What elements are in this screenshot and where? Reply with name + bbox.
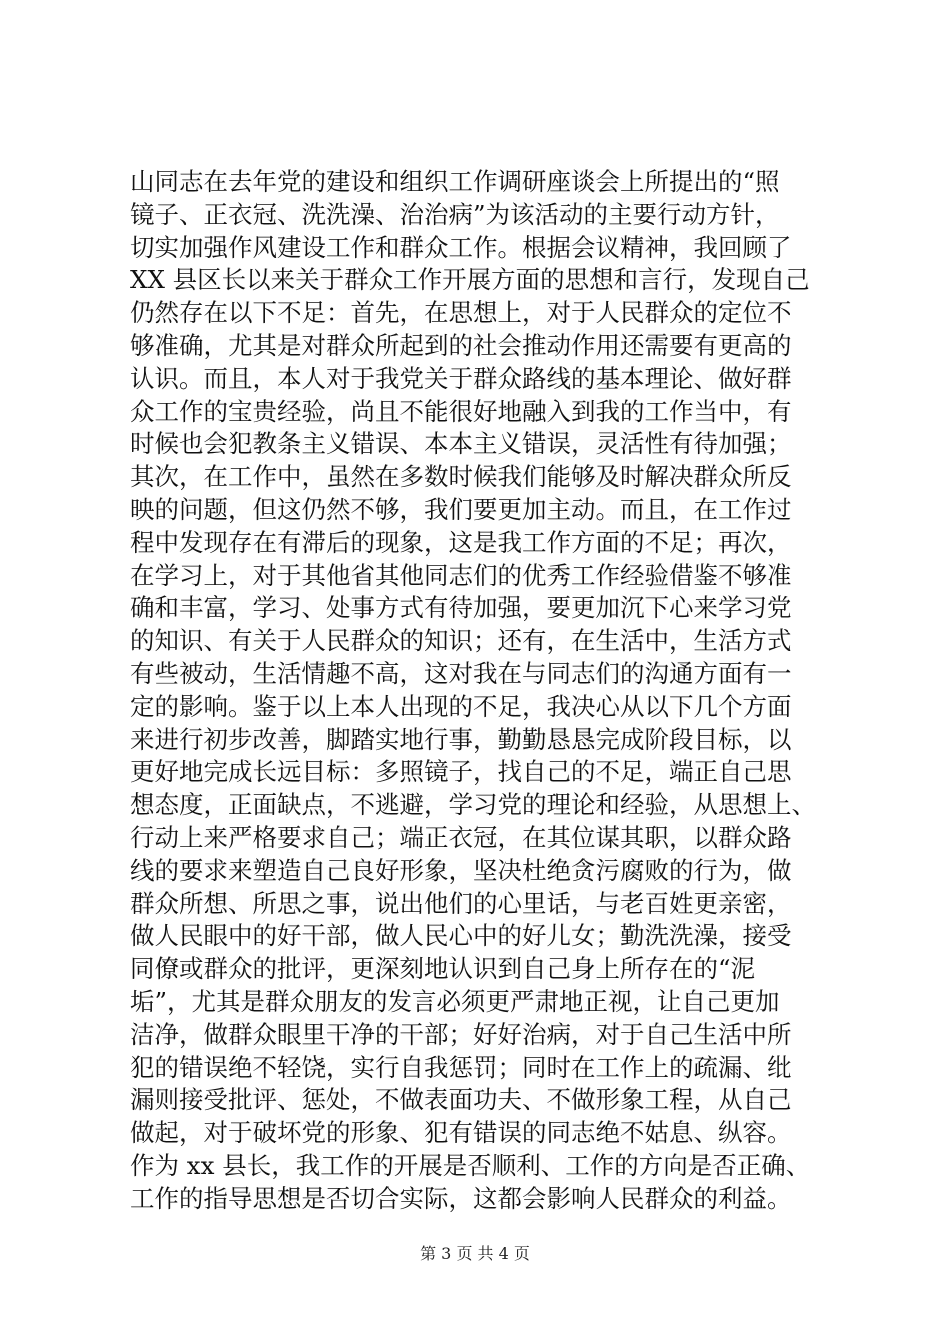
text-line: 的知识、有关于人民群众的知识；还有，在生活中，生活方式 [130,626,792,656]
text-line: 垢”，尤其是群众朋友的发言必须更严肃地正视，让自己更加 [130,986,780,1016]
text-line: 来进行初步改善，脚踏实地行事，勤勤恳恳完成阶段目标，以 [130,724,792,754]
text-line: 在学习上，对于其他省其他同志们的优秀工作经验借鉴不够准 [130,560,792,590]
text-line: 确和丰富，学习、处事方式有待加强，要更加沉下心来学习党 [130,593,792,623]
text-line: 定的影响。鉴于以上本人出现的不足，我决心从以下几个方面 [130,691,792,721]
text-line: 同僚或群众的批评，更深刻地认识到自己身上所存在的“泥 [130,954,756,984]
text-line: 行动上来严格要求自己；端正衣冠，在其位谋其职，以群众路 [130,822,792,852]
text-line: 够准确，尤其是对群众所起到的社会推动作用还需要有更高的 [130,330,792,360]
text-line: 有些被动，生活情趣不高，这对我在与同志们的沟通方面有一 [130,658,792,688]
text-line: 线的要求来塑造自己良好形象，坚决杜绝贪污腐败的行为，做 [130,855,792,885]
text-line: 做起，对于破坏党的形象、犯有错误的同志绝不姑息、纵容。 [130,1118,792,1148]
text-line: 众工作的宝贵经验，尚且不能很好地融入到我的工作当中，有 [130,396,792,426]
text-line: 其次，在工作中，虽然在多数时候我们能够及时解决群众所反 [130,462,792,492]
text-line: 漏则接受批评、惩处，不做表面功夫、不做形象工程，从自己 [130,1085,792,1115]
text-line: 山同志在去年党的建设和组织工作调研座谈会上所提出的“照 [130,167,780,196]
text-line: 犯的错误绝不轻饶，实行自我惩罚；同时在工作上的疏漏、纰 [130,1052,792,1082]
text-line: 工作的指导思想是否切合实际，这都会影响人民群众的利益。 [130,1183,792,1213]
text-line: 程中发现存在有滞后的现象，这是我工作方面的不足；再次， [130,527,792,557]
text-line: 切实加强作风建设工作和群众工作。根据会议精神，我回顾了 [130,232,792,262]
text-line: 镜子、正衣冠、洗洗澡、治治病”为该活动的主要行动方针， [130,199,780,229]
text-line: 仍然存在以下不足：首先，在思想上，对于人民群众的定位不 [130,298,792,328]
text-line: 做人民眼中的好干部，做人民心中的好儿女；勤洗洗澡，接受 [130,921,792,951]
page-footer: 第 3 页 共 4 页 [420,1244,530,1263]
text-line: XX 县区长以来关于群众工作开展方面的思想和言行，发现自己 [130,265,810,295]
text-line: 更好地完成长远目标：多照镜子，找自己的不足，端正自己思 [130,757,792,787]
text-line: 群众所想、所思之事，说出他们的心里话，与老百姓更亲密， [130,888,792,918]
text-line: 时候也会犯教条主义错误、本本主义错误，灵活性有待加强； [130,429,792,459]
body-text [130,166,830,1216]
text-line: 作为 xx 县长，我工作的开展是否顺利、工作的方向是否正确、 [130,1150,811,1180]
text-line: 洁净，做群众眼里干净的干部；好好治病，对于自己生活中所 [130,1019,792,1049]
text-line: 映的问题，但这仍然不够，我们要更加主动。而且，在工作过 [130,494,792,524]
text-line: 想态度，正面缺点，不逃避，学习党的理论和经验，从思想上、 [130,790,816,820]
text-line: 认识。而且，本人对于我党关于群众路线的基本理论、做好群 [130,363,792,393]
